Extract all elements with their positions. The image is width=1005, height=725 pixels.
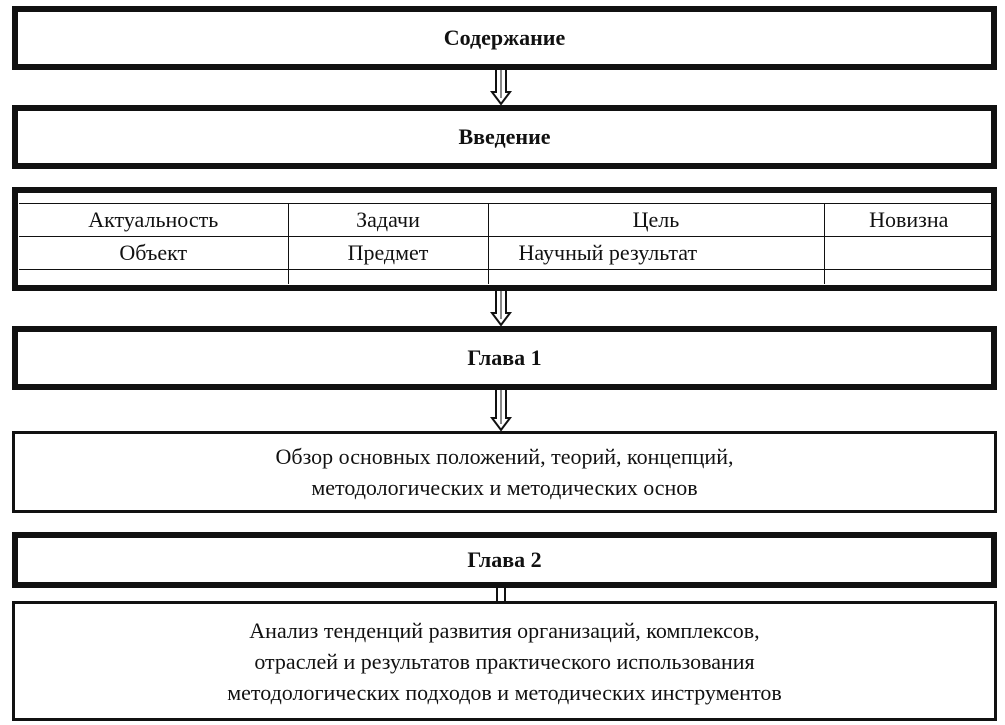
chapter2-title: Глава 2 [467, 547, 542, 572]
chapter2-desc-line: Анализ тенденций развития организаций, комплексов, [249, 617, 760, 643]
intro-details-table [19, 203, 993, 284]
down-arrow-icon [490, 70, 512, 106]
table-cell-novelty: Новизна [824, 204, 993, 237]
chapter1-desc-line: методологических и методических основ [311, 475, 698, 500]
table-cell-goal: Цель [488, 204, 824, 237]
table-row [19, 204, 993, 237]
down-arrow-icon [490, 390, 512, 432]
chapter1-title: Глава 1 [467, 345, 542, 370]
table-cell-tasks: Задачи [288, 204, 488, 237]
intro-title: Введение [458, 124, 551, 149]
table-row [19, 270, 993, 285]
contents-title: Содержание [443, 25, 566, 50]
chapter2-description-block [12, 601, 997, 721]
chapter2-desc-line: методологических подходов и методических инструментов [227, 679, 782, 705]
chapter1-description-block [12, 431, 997, 513]
chapter1-block [12, 326, 997, 390]
chapter1-desc-line: Обзор основных положений, теорий, концепций, [275, 444, 734, 469]
down-arrow-icon [490, 291, 512, 327]
table-cell-object: Объект [19, 237, 288, 270]
table-cell-result: Научный результат [488, 237, 824, 270]
contents-block [12, 6, 997, 70]
chapter2-desc-line: отраслей и результатов практического использования [254, 648, 755, 674]
intro-block [12, 105, 997, 169]
table-cell-empty [824, 237, 993, 270]
table-cell-relevance: Актуальность [19, 204, 288, 237]
table-cell-subject: Предмет [288, 237, 488, 270]
chapter2-block [12, 532, 997, 588]
table-row [19, 237, 993, 270]
